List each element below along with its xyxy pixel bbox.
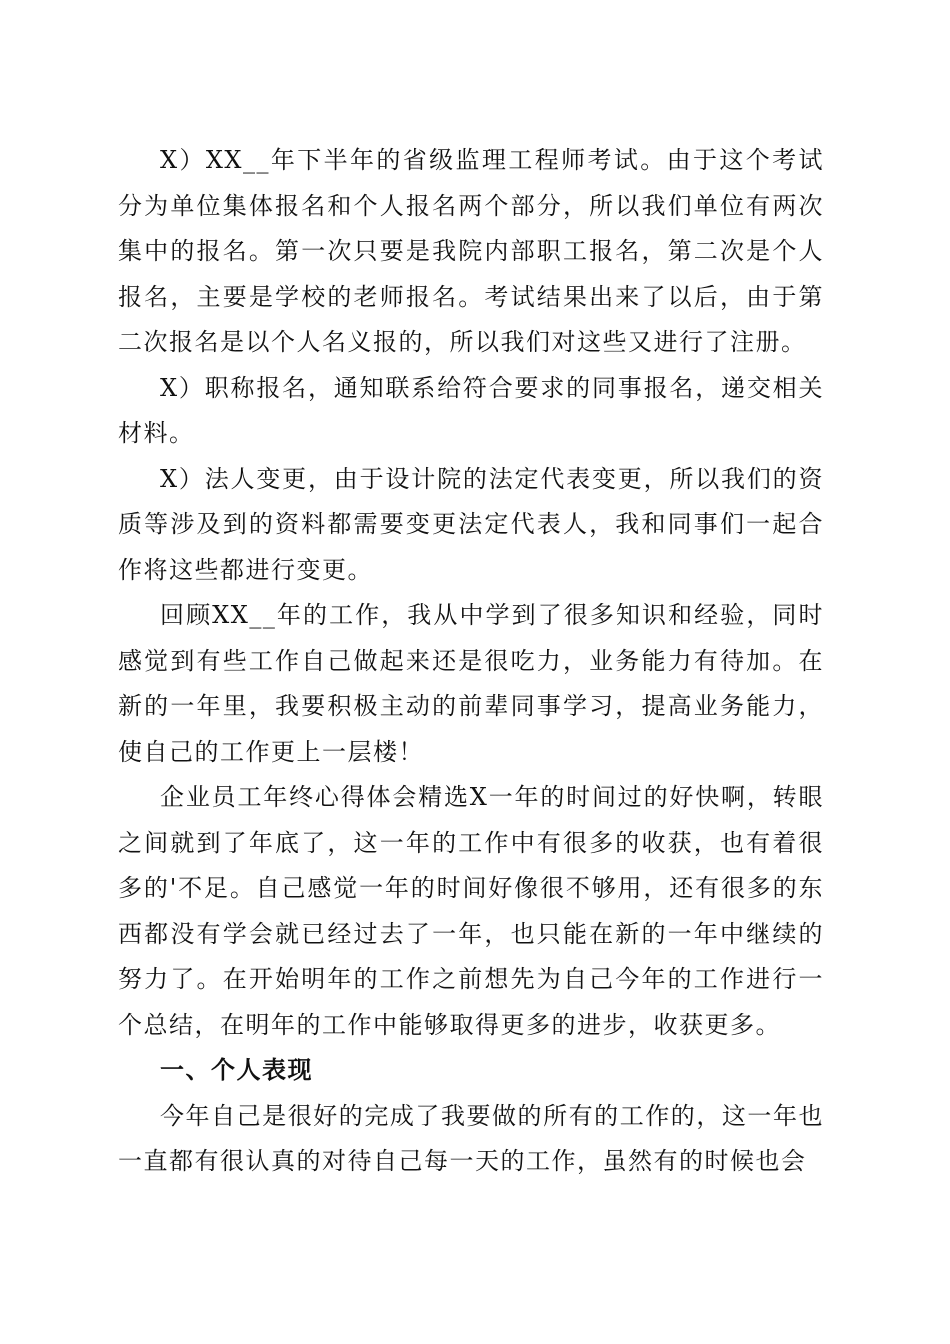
paragraph-legal-rep-change: X）法人变更，由于设计院的法定代表变更，所以我们的资质等涉及到的资料都需要变更法定代表人，我和同事们一起合作将这些都进行变更。 [118, 464, 824, 584]
paragraph-year-end-reflection: 企业员工年终心得体会精选X一年的时间过的好快啊，转眼之间就到了年底了，这一年的工作中有很多的收获，也有着很多的'不足。自己感觉一年的时间好像很不够用，还有很多的东西都没有学会就已经过去了一年，也只能在新的一年中继续的努力了。在开始明年的工作之前想先为自己今年的工作进行一个总结，在明年的工作中能够取得更多的进步，收获更多。 [118, 783, 824, 1039]
section-heading-personal-performance: 一、个人表现 [160, 1056, 313, 1084]
paragraph-personal-performance: 今年自己是很好的完成了我要做的所有的工作的，这一年也一直都有很认真的对待自己每一天的工作，虽然有的时候也会 [118, 1101, 824, 1175]
paragraph-title-registration: X）职称报名，通知联系给符合要求的同事报名，递交相关材料。 [118, 373, 824, 447]
paragraph-year-review: 回顾XX__年的工作，我从中学到了很多知识和经验，同时感觉到有些工作自己做起来还是很吃力，业务能力有待加。在新的一年里，我要积极主动的前辈同事学习，提高业务能力，使自己的工作更上一层楼！ [118, 601, 824, 766]
paragraph-exam-registration: X）XX__年下半年的省级监理工程师考试。由于这个考试分为单位集体报名和个人报名两个部分，所以我们单位有两次集中的报名。第一次只要是我院内部职工报名，第二次是个人报名，主要是学校的老师报名。考试结果出来了以后，由于第二次报名是以个人名义报的，所以我们对这些又进行了注册。 [118, 146, 824, 356]
document-body [118, 138, 824, 1185]
